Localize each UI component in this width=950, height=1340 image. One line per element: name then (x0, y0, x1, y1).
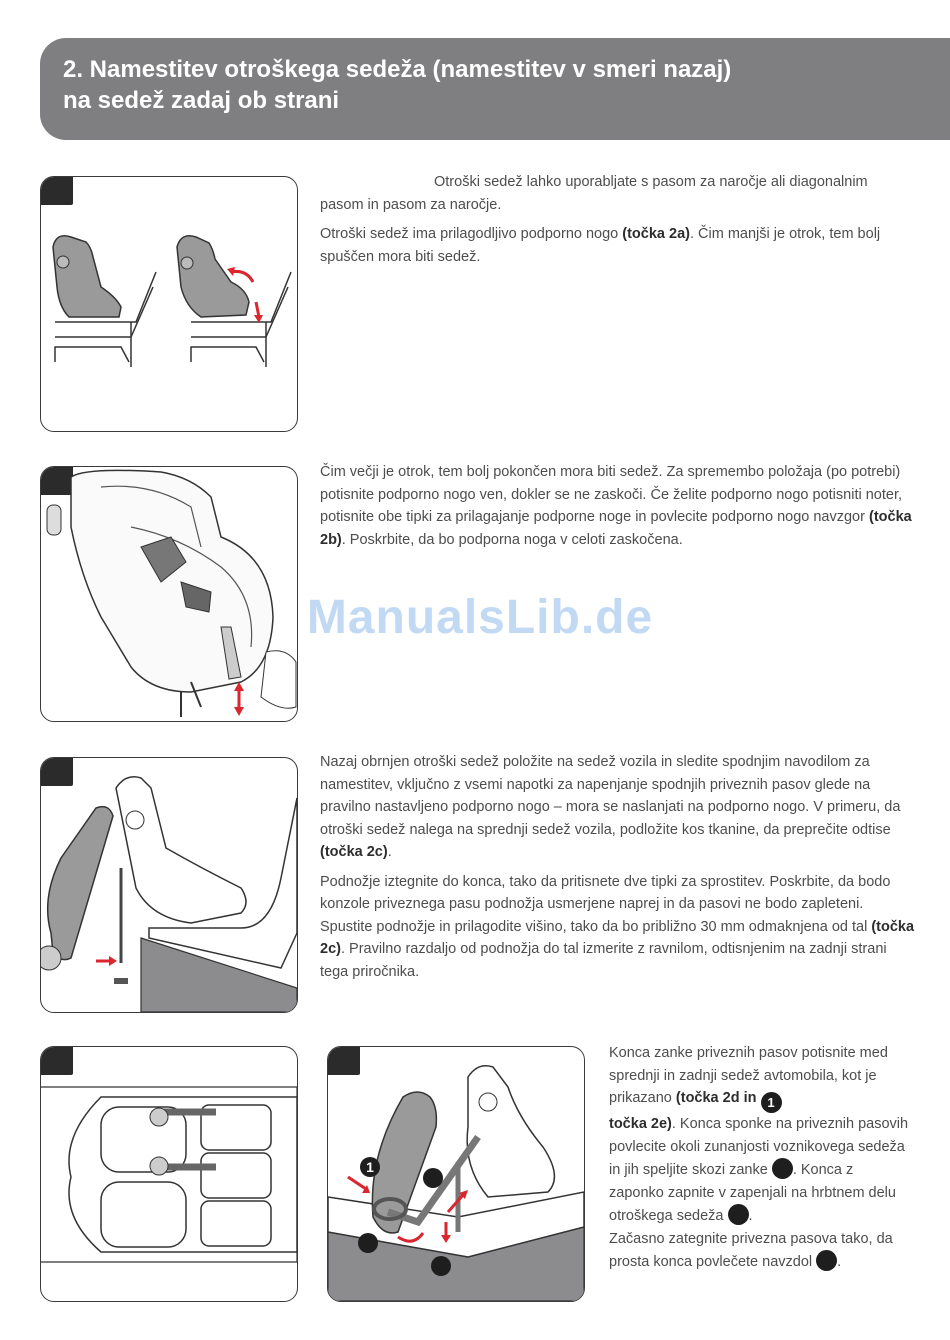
paragraph-2b-1: Čim večji je otrok, tem bolj pokončen mora biti sedež. Za spremembo položaja (po potrebi) potisnite podporno nogo ven, dokler se ne zaskoči. Če želite podporno nogo potisniti noter, potisnite obe tipki za prilagajanje podporne noge in povlecite podporno nogo navzgor (točka 2b). Poskrbite, da bo podporna noga v celoti zaskočena. (320, 464, 912, 548)
text-2d: Konca zanke priveznih pasov potisnite med sprednji in zadnji sedež avtomobila, kot je prikazano (točka 2d in 1 točka 2e). Konca sponke na priveznih pasovih povlecite okoli zunanjosti voznikovega sedeža in jih speljite skozi zanke . Konca z zaponko zapnite v zapenjali na hrbtnem delu otroškega sedeža . Začasno zategnite privezna pasova tako, da prosta konca povlečete navzdol . (609, 1045, 909, 1270)
figure-2c-seat-installed (40, 757, 298, 1013)
paragraph-2c-1: Nazaj obrnjen otroški sedež položite na sedež vozila in sledite spodnjim navodilom za namestitev, vključno z vsemi napotki za napenjanje spodnjih priveznih pasov glede na pravilno nastavljeno podporno nogo – mora se naslanjati na podporno nogo. V primeru, da otroški sedež nalega na sprednji sedež vozila, podložite kos tkanine, da preprečite odtise (točka 2c). (320, 754, 901, 860)
paragraph-2a-2: Otroški sedež ima prilagodljivo podporno nogo (točka 2a). Čim manjši je otrok, tem bolj spuščen mora biti sedež. (320, 226, 881, 265)
figure-2b-support-leg (40, 466, 298, 722)
text-2c (320, 751, 915, 990)
marker-dot-icon (816, 1250, 837, 1271)
paragraph-2c-2: Podnožje iztegnite do konca, tako da pritisnete dve tipki za sprostitev. Poskrbite, da bodo konzole priveznega pasu podnožja usmerjene naprej in da pasovi ne bodo zapleteni. Spustite podnožje in prilagodite višino, tako da bo približno 30 mm odmaknjena od tal (točka 2c). Pravilno razdaljo od podnožja do tal izmerite z ravnilom, odtisnjenim na zadnji strani tega priročnika. (320, 873, 915, 980)
figure-2a-seat-recline (40, 176, 298, 432)
text-2a (320, 171, 895, 275)
seat-recline-illustration (41, 177, 297, 431)
section-header (40, 38, 950, 140)
text-2b (320, 461, 915, 558)
marker-1-label: 1 (366, 1159, 374, 1175)
seat-installed-illustration (41, 758, 297, 1012)
car-top-view-illustration (41, 1047, 297, 1301)
tether-routing-illustration (328, 1047, 584, 1301)
support-leg-illustration (41, 467, 297, 721)
marker-dot-icon (772, 1158, 793, 1179)
figure-2e-tether-routing (327, 1046, 585, 1302)
figure-2d-car-top-view (40, 1046, 298, 1302)
marker-1-icon: 1 (761, 1092, 782, 1113)
marker-dot-icon (728, 1204, 749, 1225)
watermark: ManualsLib.de (306, 591, 654, 644)
section-title: 2. Namestitev otroškega sedeža (namestitev v smeri nazaj) na sedež zadaj ob strani (63, 56, 732, 114)
paragraph-2a-1: Otroški sedež lahko uporabljate s pasom za naročje ali diagonalnim pasom in pasom za naročje. (320, 174, 868, 213)
